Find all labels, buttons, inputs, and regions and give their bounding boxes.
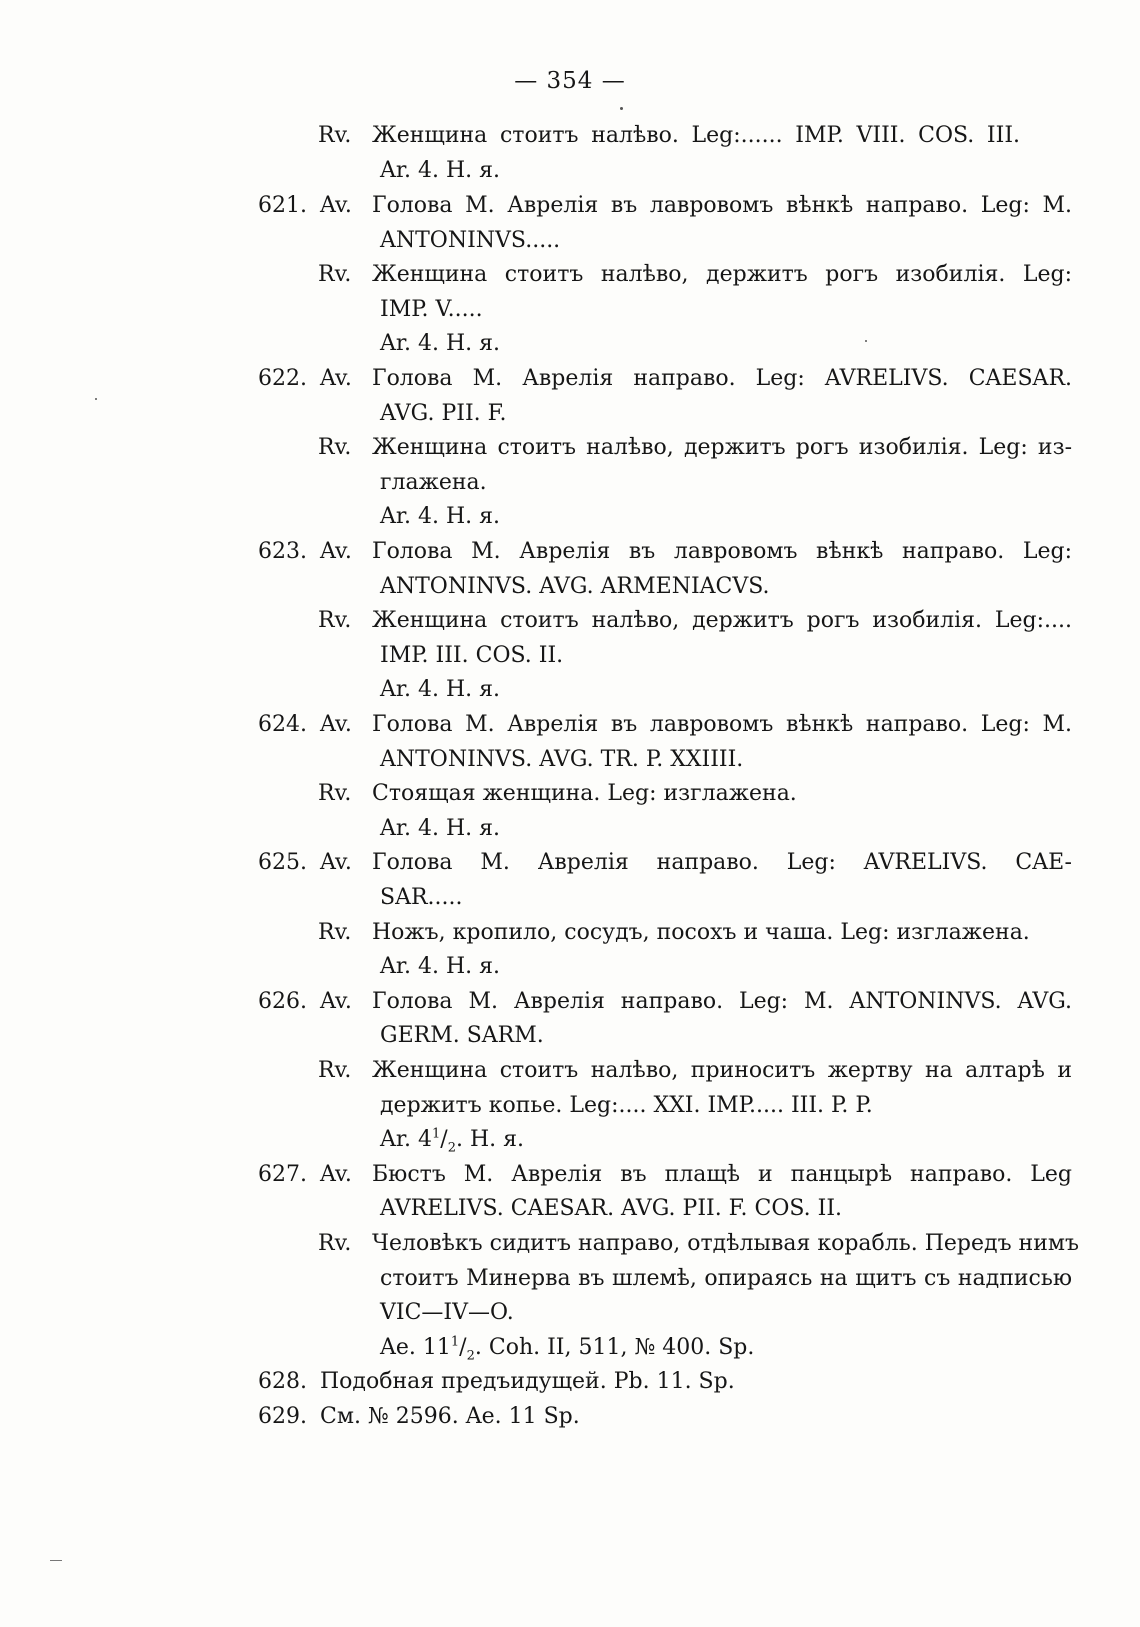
tail-text: См. № 2596. Ae. 11 Sp. bbox=[320, 1404, 580, 1429]
entry-metal: Ar. 4. H. я. bbox=[380, 677, 501, 703]
entry-rv-label: Rv. bbox=[318, 1058, 352, 1083]
metal-prefix: Ae. 11 bbox=[380, 1334, 451, 1360]
entry-av-line: Голова М. Аврелія направо. Leg: AVRELIVS. CAE- bbox=[372, 850, 1072, 876]
entry-number: 624. bbox=[258, 712, 307, 737]
entry-av-label: Av. bbox=[320, 539, 352, 564]
print-speck bbox=[95, 398, 97, 400]
entry-av-line: ANTONINVS. AVG. TR. P. XXIIII. bbox=[380, 746, 744, 772]
entry-rv-line: VIC—IV—O. bbox=[380, 1300, 514, 1326]
entry-metal bbox=[380, 1331, 754, 1365]
metal-prefix: Ar. 4 bbox=[380, 1127, 432, 1153]
print-speck bbox=[620, 107, 623, 110]
entry-number: 622. bbox=[258, 366, 307, 391]
entry-rv-label: Rv. bbox=[318, 919, 352, 945]
entry-av-line: GERM. SARM. bbox=[380, 1023, 544, 1049]
intro-rv-label: Rv. bbox=[318, 123, 352, 148]
intro-rv-text: Женщина стоитъ налѣво. Leg:...... IMP. VIII. COS. III. bbox=[372, 123, 1020, 148]
entry-rv-line: Женщина стоитъ налѣво, держитъ рогъ изобилія. Leg:.... bbox=[372, 608, 1072, 634]
page-number: — 354 — bbox=[514, 68, 626, 94]
metal-suffix: . Coh. II, 511, № 400. Sp. bbox=[474, 1334, 755, 1360]
tail-number: 628. bbox=[258, 1369, 307, 1395]
entry-av-label: Av. bbox=[320, 712, 352, 737]
metal-fraction-slash: / bbox=[459, 1334, 467, 1360]
entry-av-label: Av. bbox=[320, 850, 352, 876]
entry-av-line: Голова М. Аврелія въ лавровомъ вѣнкѣ направо. Leg: M. bbox=[372, 193, 1072, 218]
entry-metal bbox=[380, 1123, 524, 1157]
tail-text: Подобная предъидущей. Pb. 11. Sp. bbox=[320, 1369, 735, 1395]
metal-fraction-denominator: 2 bbox=[466, 1348, 475, 1364]
intro-metal: Ar. 4. H. я. bbox=[380, 158, 501, 183]
entry-rv-line: Человѣкъ сидитъ направо, отдѣлывая корабль. Передъ нимъ bbox=[372, 1231, 1079, 1256]
tail-number: 629. bbox=[258, 1404, 307, 1429]
entry-metal: Ar. 4. H. я. bbox=[380, 504, 501, 530]
entry-rv-label: Rv. bbox=[318, 608, 352, 634]
entry-number: 626. bbox=[258, 988, 307, 1014]
entry-metal: Ar. 4. H. я. bbox=[380, 954, 501, 980]
entry-rv-label: Rv. bbox=[318, 1231, 352, 1256]
entry-rv-line: стоитъ Минерва въ шлемѣ, опираясь на щитъ съ надписью bbox=[380, 1265, 1072, 1291]
entry-av-line: AVG. PII. F. bbox=[380, 400, 507, 426]
entry-number: 621. bbox=[258, 193, 307, 218]
entry-av-line: ANTONINVS. AVG. ARMENIACVS. bbox=[380, 573, 770, 599]
metal-fraction-denominator: 2 bbox=[447, 1140, 456, 1156]
entry-rv-line: Стоящая женщина. Leg: изглажена. bbox=[372, 781, 797, 807]
entry-rv-line: Женщина стоитъ налѣво, держитъ рогъ изобилія. Leg: из- bbox=[372, 435, 1072, 461]
entry-metal: Ar. 4. H. я. bbox=[380, 331, 501, 357]
entry-av-line: Голова М. Аврелія направо. Leg: M. ANTONINVS. AVG. bbox=[372, 988, 1072, 1014]
entry-av-line: AVRELIVS. CAESAR. AVG. PII. F. COS. II. bbox=[380, 1196, 843, 1222]
entry-av-line: Голова М. Аврелія въ лавровомъ вѣнкѣ направо. Leg: bbox=[372, 539, 1072, 564]
entry-rv-line: Женщина стоитъ налѣво, приноситъ жертву на алтарѣ и bbox=[372, 1058, 1072, 1083]
entry-rv-label: Rv. bbox=[318, 435, 352, 461]
entry-rv-line: Ножъ, кропило, сосудъ, посохъ и чаша. Leg: изглажена. bbox=[372, 919, 1030, 945]
entry-number: 623. bbox=[258, 539, 307, 564]
entry-number: 625. bbox=[258, 850, 307, 876]
entry-av-label: Av. bbox=[320, 193, 352, 218]
entry-rv-line: IMP. III. COS. II. bbox=[380, 642, 564, 668]
entry-rv-label: Rv. bbox=[318, 262, 352, 288]
metal-suffix: . H. я. bbox=[455, 1127, 524, 1153]
metal-fraction-numerator: 1 bbox=[450, 1334, 460, 1350]
entry-av-line: Голова М. Аврелія въ лавровомъ вѣнкѣ направо. Leg: M. bbox=[372, 712, 1072, 737]
print-speck bbox=[50, 1560, 62, 1561]
entry-rv-line: IMP. V..... bbox=[380, 296, 483, 322]
entry-number: 627. bbox=[258, 1161, 307, 1187]
metal-fraction-numerator: 1 bbox=[431, 1126, 441, 1142]
entry-metal: Ar. 4. H. я. bbox=[380, 815, 501, 841]
entry-av-label: Av. bbox=[320, 366, 352, 391]
entry-rv-line: держитъ копье. Leg:.... XXI. IMP..... III. P. P. bbox=[380, 1092, 873, 1118]
entry-av-line: ANTONINVS..... bbox=[380, 227, 561, 253]
entry-av-line: SAR..... bbox=[380, 885, 463, 910]
entry-rv-line: глажена. bbox=[380, 469, 487, 495]
entry-av-line: Голова М. Аврелія направо. Leg: AVRELIVS. CAESAR. bbox=[372, 366, 1072, 391]
print-speck bbox=[865, 340, 867, 342]
entry-av-label: Av. bbox=[320, 1161, 352, 1187]
entry-rv-line: Женщина стоитъ налѣво, держитъ рогъ изобилія. Leg: bbox=[372, 262, 1072, 288]
entry-av-label: Av. bbox=[320, 988, 352, 1014]
metal-fraction-slash: / bbox=[440, 1127, 448, 1153]
entry-rv-label: Rv. bbox=[318, 781, 352, 807]
entry-av-line: Бюстъ М. Аврелія въ плащѣ и панцырѣ направо. Leg bbox=[372, 1161, 1072, 1187]
